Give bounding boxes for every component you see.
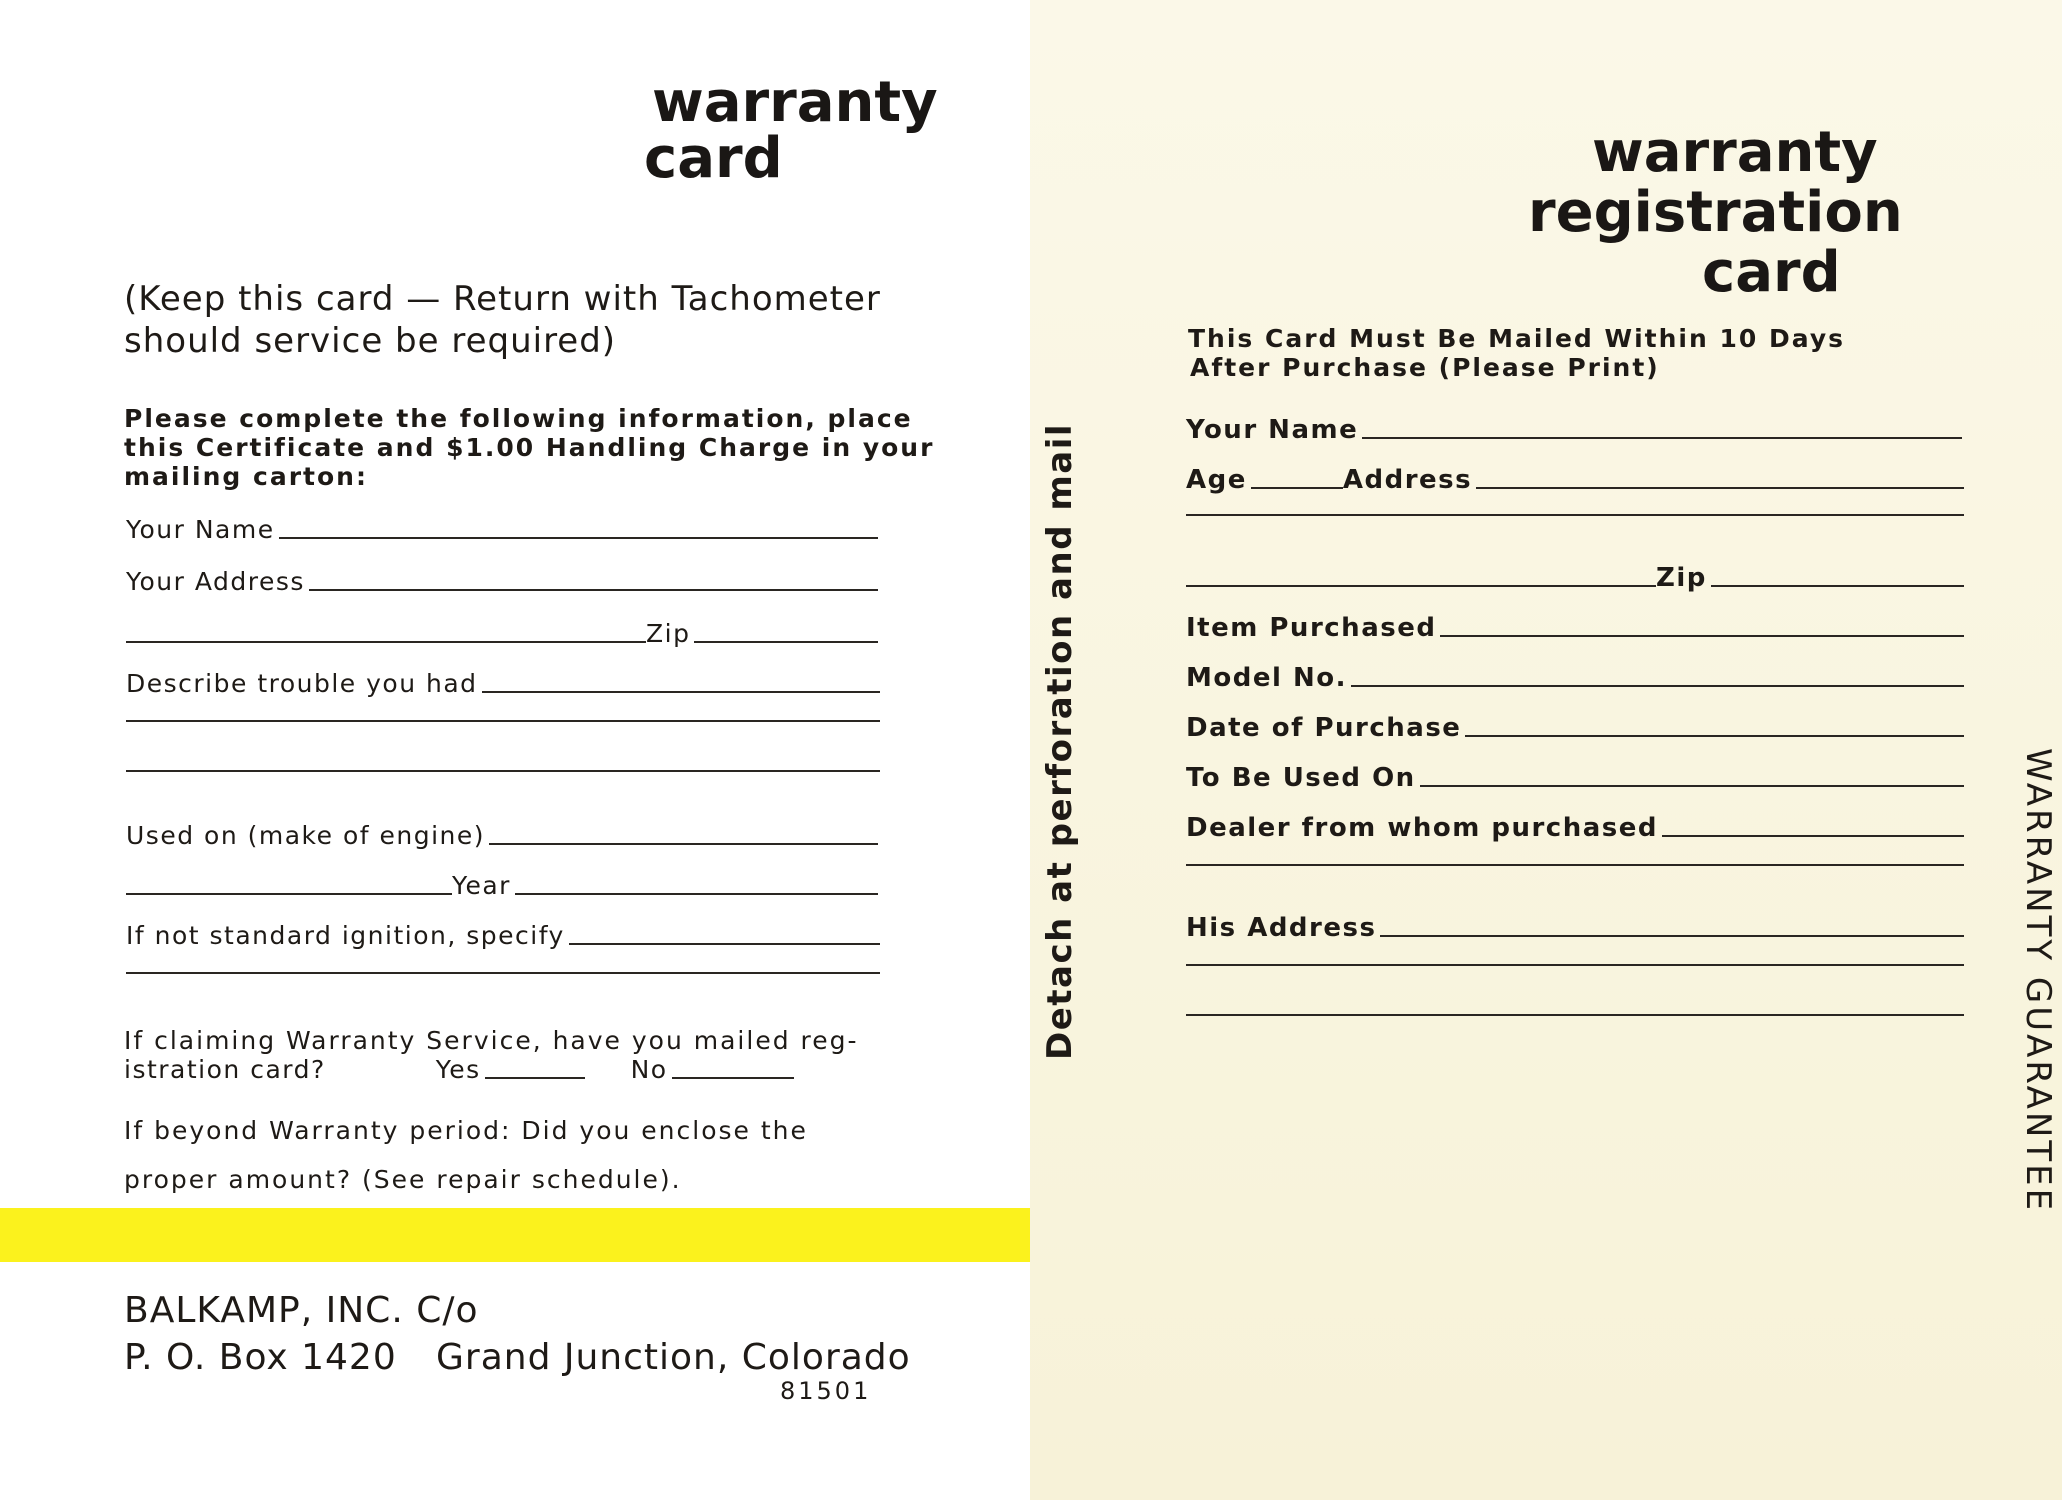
dealer-label: Dealer from whom purchased [1186,813,1658,843]
describe-trouble-line2[interactable] [126,720,880,727]
year-field[interactable] [126,872,878,900]
his-address-line [1380,935,1964,937]
date-of-purchase-label: Date of Purchase [1186,713,1462,743]
yes-label: Yes [435,1055,481,1084]
warranty-guarantee-side-label: WARRANTY GUARANTEE [2018,748,2058,1214]
date-of-purchase-field[interactable] [1186,714,1964,742]
detach-instruction: Detach at perforation and mail [1040,422,1080,1060]
reg-age-address-field[interactable] [1186,466,1964,494]
your-name-line [279,537,878,539]
reg-address-line [1476,487,1964,489]
to-be-used-on-field[interactable] [1186,764,1964,792]
reg-title-line3: card [1702,240,1841,305]
his-address-line2[interactable] [1186,964,1964,971]
reg-title-line2: registration [1528,180,1903,245]
his-address-field[interactable] [1186,914,1964,942]
item-purchased-field[interactable] [1186,614,1964,642]
reg-age-line [1251,487,1343,489]
claim-question-line1: If claiming Warranty Service, have you mailed reg- [124,1026,859,1055]
model-no-field[interactable] [1186,664,1964,692]
beyond-warranty-line1: If beyond Warranty period: Did you enclose the [124,1116,808,1145]
reg-address-label: Address [1342,465,1473,495]
keep-card-line2: should service be required) [124,321,617,361]
instructions-line3: mailing carton: [124,462,368,491]
card-title-line2: card [644,126,783,191]
po-box: P. O. Box 1420 [124,1337,397,1378]
ignition-field[interactable] [126,922,880,950]
to-be-used-on-label: To Be Used On [1186,763,1416,793]
warranty-card [0,0,1030,1500]
date-of-purchase-line [1465,735,1964,737]
your-name-field[interactable] [126,516,878,544]
reg-age-label: Age [1186,465,1247,495]
reg-address-line2[interactable] [1186,514,1964,521]
item-purchased-line [1440,635,1964,637]
claim-question-line2: istration card? [124,1055,326,1084]
address-zip-field[interactable] [126,620,878,648]
your-address-field[interactable] [126,568,878,596]
reg-title-line1: warranty [1592,120,1878,185]
used-on-label: Used on (make of engine) [126,821,486,850]
model-no-line [1351,685,1964,687]
year-line [515,893,878,895]
city-state: Grand Junction, Colorado [436,1337,911,1378]
mail-notice-line1: This Card Must Be Mailed Within 10 Days [1188,324,1846,353]
describe-trouble-label: Describe trouble you had [126,669,478,698]
model-no-label: Model No. [1186,663,1347,693]
card-title-line1: warranty [652,70,938,135]
beyond-warranty-line2: proper amount? (See repair schedule). [124,1165,682,1194]
dealer-field[interactable] [1186,814,1964,842]
claim-question-row [124,1056,814,1084]
your-name-label: Your Name [126,515,275,544]
warranty-registration-card [1030,0,2062,1500]
reg-zip-line [1711,585,1964,587]
used-on-line [489,843,878,845]
reg-your-name-field[interactable] [1186,416,1962,444]
company-name: BALKAMP, INC. C/o [124,1290,479,1331]
his-address-line3[interactable] [1186,1014,1964,1021]
dealer-line [1662,835,1964,837]
keep-card-line1: (Keep this card — Return with Tachometer [124,279,881,319]
reg-your-name-line [1362,437,1962,439]
his-address-label: His Address [1186,913,1377,943]
describe-trouble-field[interactable] [126,670,880,698]
mail-notice-line2: After Purchase (Please Print) [1190,353,1660,382]
highlight-band [0,1208,1030,1262]
no-label: No [630,1055,668,1084]
zip-label: Zip [646,619,691,648]
your-address-line [309,589,878,591]
reg-your-name-label: Your Name [1186,415,1359,445]
reg-zip-label: Zip [1656,563,1707,593]
item-purchased-label: Item Purchased [1186,613,1437,643]
instructions-line1: Please complete the following information, place [124,404,913,433]
reg-address-line3 [1186,585,1656,587]
year-label: Year [452,871,511,900]
yes-line[interactable] [485,1077,585,1079]
dealer-line2[interactable] [1186,864,1964,871]
describe-trouble-line [482,691,880,693]
ignition-label: If not standard ignition, specify [126,921,565,950]
no-line[interactable] [672,1077,794,1079]
instructions-line2: this Certificate and $1.00 Handling Charge in your [124,433,935,462]
ignition-line [569,943,880,945]
address-line2 [126,641,646,643]
to-be-used-on-line [1420,785,1964,787]
zipcode: 81501 [780,1377,872,1405]
used-on-field[interactable] [126,822,878,850]
your-address-label: Your Address [126,567,305,596]
engine-line2 [126,893,452,895]
reg-zip-field[interactable] [1186,564,1964,592]
ignition-line2[interactable] [126,972,880,979]
zip-line [694,641,878,643]
describe-trouble-line3[interactable] [126,770,880,777]
